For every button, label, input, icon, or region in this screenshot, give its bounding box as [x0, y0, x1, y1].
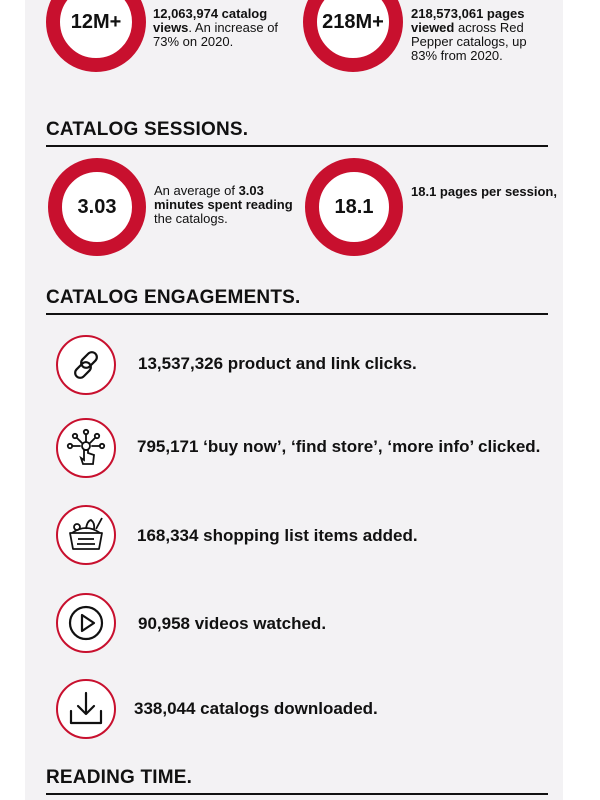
engagement-text-1: 13,537,326 product and link clicks. [138, 354, 417, 373]
play-icon [66, 603, 106, 643]
catalog-views-rest: . An increase of 73% on 2020. [153, 20, 279, 49]
reading-heading: READING TIME. [46, 767, 548, 795]
engagement-text-2: 795,171 ‘buy now’, ‘find store’, ‘more info’ clicked. [137, 437, 541, 456]
catalog-views-text [153, 7, 293, 49]
tap-network-icon [66, 428, 106, 468]
pages-viewed-text [411, 7, 551, 63]
engagement-icon-4 [56, 593, 116, 653]
engagements-heading: CATALOG ENGAGEMENTS. [46, 287, 548, 315]
engagement-text-5: 338,044 catalogs downloaded. [134, 699, 378, 718]
minutes-pre: An average of [154, 183, 239, 198]
minutes-bold: 3.03 minutes spent reading [154, 183, 293, 212]
engagement-icon-2 [56, 418, 116, 478]
catalog-views-value: 12M+ [70, 10, 122, 33]
pages-viewed-value: 218M+ [322, 10, 384, 33]
download-icon [66, 689, 106, 729]
pages-session-bold: 18.1 pages per session, [411, 184, 557, 199]
engagement-icon-1 [56, 335, 116, 395]
engagement-text-3: 168,334 shopping list items added. [137, 526, 418, 545]
engagement-icon-5 [56, 679, 116, 739]
minutes-rest: the catalogs. [154, 211, 228, 226]
minutes-badge [48, 158, 146, 256]
shopping-basket-icon [66, 515, 106, 555]
catalog-views-bold: 12,063,974 catalog views [153, 6, 268, 35]
pages-session-text [411, 185, 556, 199]
link-icon [66, 345, 106, 385]
minutes-text [154, 184, 302, 226]
minutes-value: 3.03 [77, 195, 117, 218]
pages-session-value: 18.1 [334, 195, 374, 218]
pages-viewed-bold: 218,573,061 pages viewed [411, 6, 525, 35]
engagement-text-4: 90,958 videos watched. [138, 614, 327, 633]
sessions-heading: CATALOG SESSIONS. [46, 119, 548, 147]
pages-session-badge [305, 158, 403, 256]
pages-viewed-rest: across Red Pepper catalogs, up 83% from 2020. [411, 20, 527, 63]
engagement-icon-3 [56, 505, 116, 565]
